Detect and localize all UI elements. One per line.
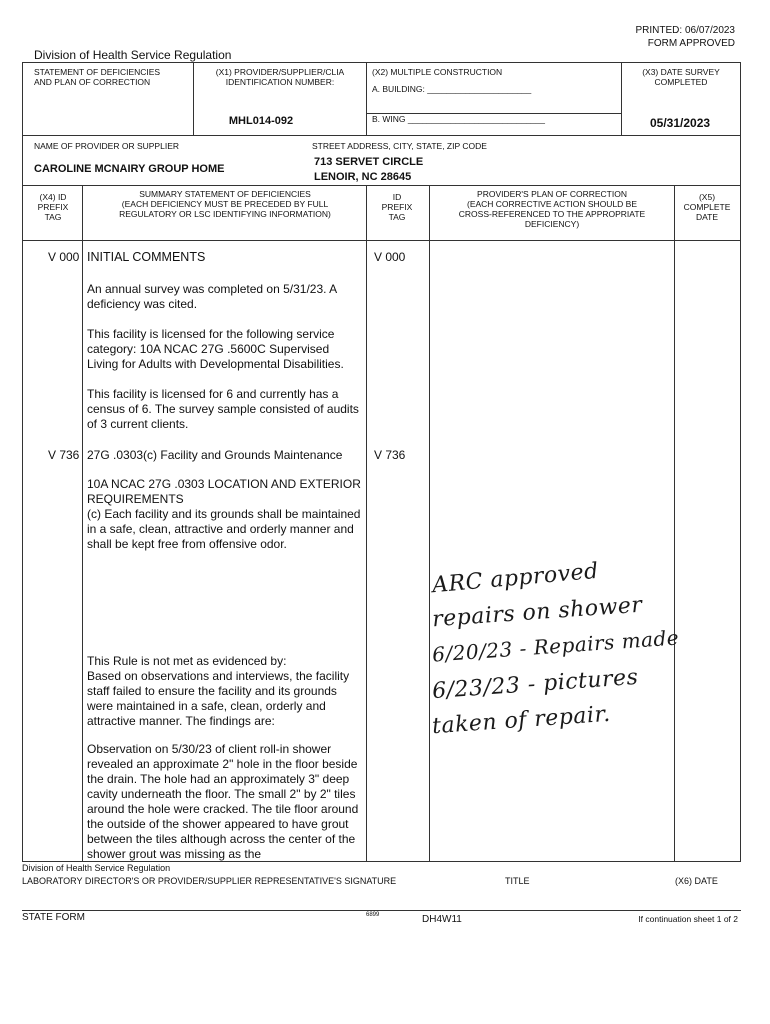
title-label: TITLE [505,876,530,886]
v736-title: 27G .0303(c) Facility and Grounds Maintenance [87,448,343,462]
handwriting-line-3: 6/20/23 - Repairs made [431,625,680,667]
printed-date: PRINTED: 06/07/2023 [635,25,735,36]
handwriting-line-5: taken of repair. [431,701,612,740]
v000-tag: V 000 [48,250,80,264]
v000-para-3: This facility is licensed for 6 and currently has a census of 6. The survey sample consisted of audits of 3 current clients. [87,387,359,431]
continuation-note: If continuation sheet 1 of 2 [638,914,738,924]
v736-id: V 736 [374,448,406,462]
v000-title: INITIAL COMMENTS [87,250,206,264]
agency-title: Division of Health Service Regulation [34,48,232,62]
footer-agency: Division of Health Service Regulation [22,863,171,873]
street: 713 SERVET CIRCLE [314,156,424,168]
x1-value: MHL014-092 [228,115,294,127]
v736-para-2: This Rule is not met as evidenced by: Based on observations and interviews, the facility staff failed to ensure the facility and its grounds were maintained in a safe, clean, orderly and attractive manner. The findings are: [87,654,350,728]
x5-header: (X5) COMPLETE DATE [683,192,731,222]
state-form: STATE FORM [22,912,85,923]
wing-field: B. WING _____________________________ [372,114,545,124]
summary-header: SUMMARY STATEMENT OF DEFICIENCIES (EACH DEFICIENCY MUST BE PRECEDED BY FULL REGULATORY OR LSC IDENTIFYING INFORMATION) [119,189,331,219]
x4-header: (X4) ID PREFIX TAG [37,192,69,222]
handwriting-line-2: repairs on shower [431,592,644,633]
x3-label: (X3) DATE SURVEY COMPLETED [642,67,720,87]
building-field: A. BUILDING: ______________________ [372,84,532,94]
date-label: (X6) DATE [675,876,718,886]
x1-label: (X1) PROVIDER/SUPPLIER/CLIA IDENTIFICATION NUMBER: [215,67,345,87]
address-label: STREET ADDRESS, CITY, STATE, ZIP CODE [312,141,487,151]
form-approved: FORM APPROVED [647,38,735,49]
v736-tag: V 736 [48,448,80,462]
provider-name: CAROLINE MCNAIRY GROUP HOME [34,163,225,175]
v000-para-2: This facility is licensed for the following service category: 10A NCAC 27G .5600C Supervised Living for Adults with Developmental Disabilities. [87,327,344,371]
provider-name-label: NAME OF PROVIDER OR SUPPLIER [34,141,179,151]
signature-label: LABORATORY DIRECTOR'S OR PROVIDER/SUPPLIER REPRESENTATIVE'S SIGNATURE [22,876,397,886]
id-prefix-header: ID PREFIX TAG [381,192,413,222]
handwriting-line-1: ARC approved [431,558,600,599]
plan-header: PROVIDER'S PLAN OF CORRECTION (EACH CORRECTIVE ACTION SHOULD BE CROSS-REFERENCED TO THE APPROPRIATE DEFICIENCY) [458,189,646,229]
city: LENOIR, NC 28645 [314,171,412,183]
v000-para-1: An annual survey was completed on 5/31/23. A deficiency was cited. [87,282,337,311]
x3-value: 05/31/2023 [650,116,711,130]
v736-para-1: 10A NCAC 27G .0303 LOCATION AND EXTERIOR REQUIREMENTS (c) Each facility and its grounds shall be maintained in a safe, clean, attractive and orderly manner and shall be kept free from offensive odor. [87,477,361,551]
form-code: DH4W11 [422,914,462,925]
form-number: 6899 [366,912,380,918]
x2-label: (X2) MULTIPLE CONSTRUCTION [372,67,503,77]
statement-label: STATEMENT OF DEFICIENCIES AND PLAN OF CORRECTION [34,67,161,87]
v000-id: V 000 [374,250,406,264]
handwriting-line-4: 6/23/23 - pictures [431,664,640,705]
v736-para-3: Observation on 5/30/23 of client roll-in shower revealed an approximate 2" hole in the floor beside the drain. The hole had an approximately 3" deep cavity underneath the floor. The small 2" by 2" tiles around the hole were cracked. The tile floor around the outside of the shower appeared to have grout between the tiles although across the center of the shower grout was missing as the [87,742,359,861]
